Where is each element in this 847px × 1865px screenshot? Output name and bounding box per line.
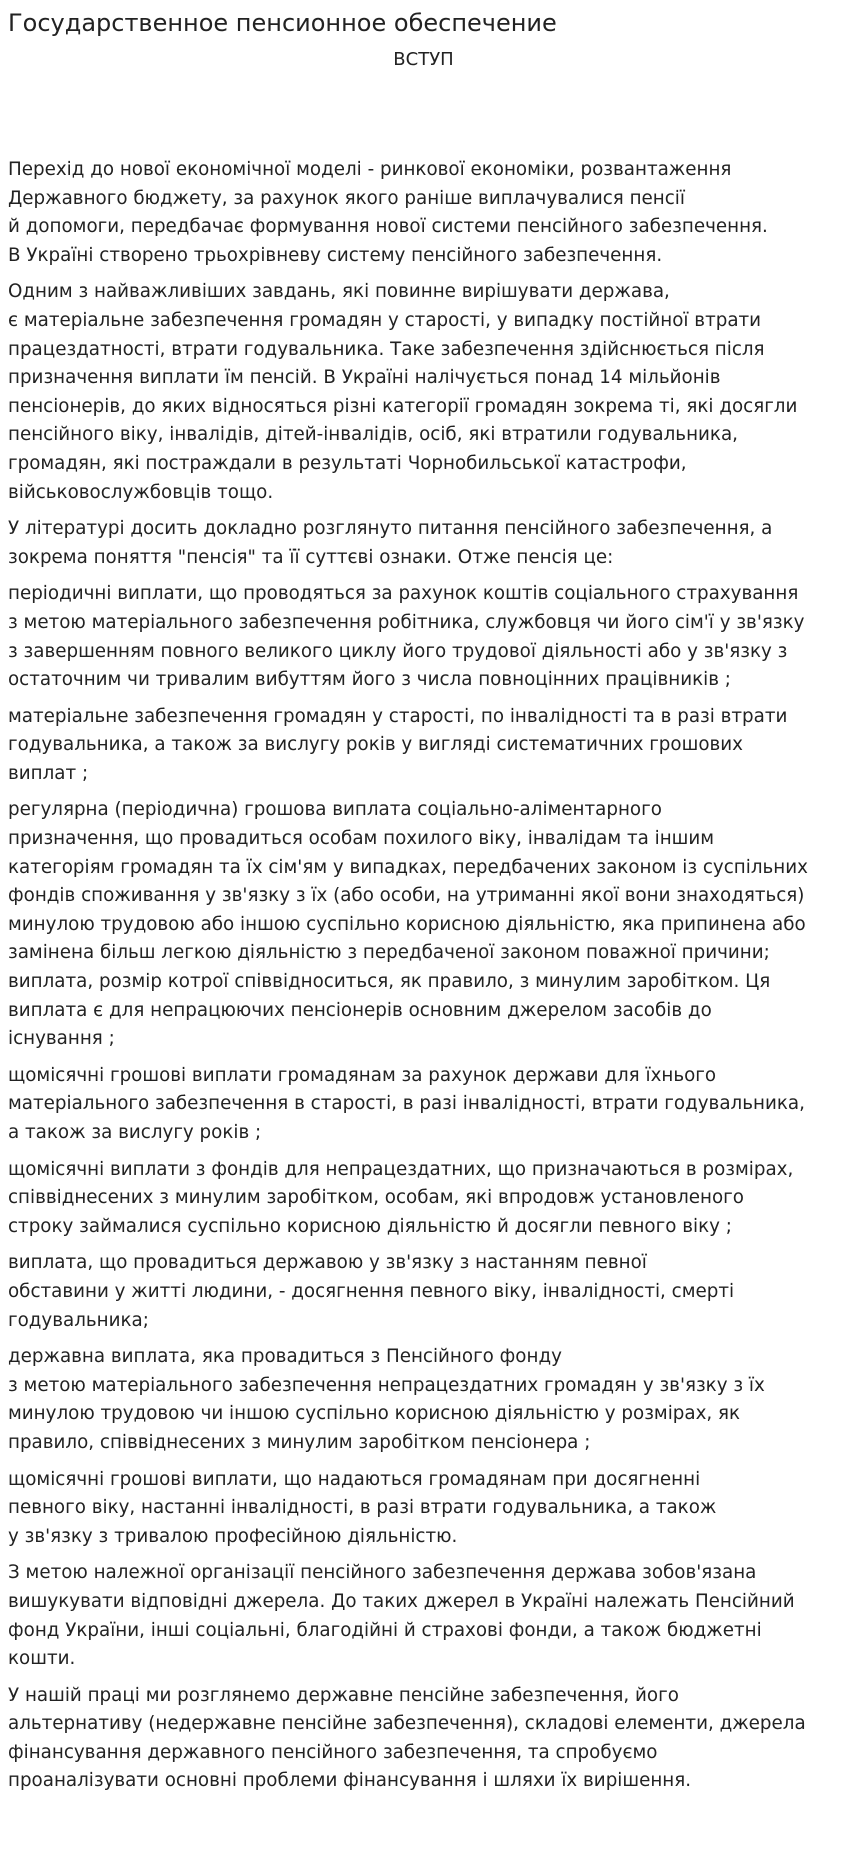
paragraph: щомісячні виплати з фондів для непрацездатних, що призначаються в розмірах, співвіднесених з минулим заробітком, особам, які впродовж установленого строку займалися суспільно корисною діяльністю й досягли певного віку ;	[8, 1158, 794, 1237]
section-heading: ВСТУП	[393, 49, 454, 70]
paragraph: регулярна (періодична) грошова виплата соціально-аліментарного призначення, що провадиться особам похилого віку, інвалідам та іншим категоріям громадян та їх сім'ям у випадках, передбачених законом із суспільних фондів споживання у зв'язку з їх (або особи, на утриманні якої вони знаходяться) минулою трудовою або іншою суспільно корисною діяльністю, яка припинена або замінена більш легкою діяльністю з передбаченої законом поважної причини; виплата, розмір котрої співвідноситься, як правило, з минулим заробітком. Ця виплата є для непрацюючих пенсіонерів основним джерелом засобів до існування ;	[8, 799, 808, 1050]
paragraph: Одним з найважливіших завдань, які повинне вирішувати держава, є матеріальне забезпечення громадян у старості, у випадку постійної втрати працездатності, втрати годувальника. Таке забезпечення здійснюється після призначення виплати їм пенсій. В Україні налічується понад 14 мільйонів пенсіонерів, до яких відносяться різні категорії громадян зокрема ті, які досягли пенсійного віку, інвалідів, дітей-інвалідів, осіб, які втратили годувальника, громадян, які постраждали в результаті Чорнобильської катастрофи, військовослужбовців тощо.	[8, 281, 798, 503]
paragraph: У літературі досить докладно розглянуто питання пенсійного забезпечення, а зокрема поняття "пенсія" та її суттєві ознаки. Отже пенсія це:	[8, 518, 773, 568]
paragraph: виплата, що провадиться державою у зв'язку з настанням певної обставини у житті людини, - досягнення певного віку, інвалідності, смерті годувальника;	[8, 1252, 735, 1331]
paragraph: матеріальне забезпечення громадян у старості, по інвалідності та в разі втрати годувальника, а також за вислугу років у вигляді систематичних грошових виплат ;	[8, 705, 788, 784]
paragraph: З метою належної організації пенсійного забезпечення держава зобов'язана вишукувати відповідні джерела. До таких джерел в Україні належать Пенсійний фонд України, інші соціальні, благодійні й страхові фонди, а також бюджетні кошти.	[8, 1562, 795, 1670]
paragraph: щомісячні грошові виплати, що надаються громадянам при досягненні певного віку, настанні інвалідності, в разі втрати годувальника, а також у зв'язку з тривалою професійною діяльністю.	[8, 1468, 717, 1547]
document-body	[8, 156, 839, 1796]
document-title: Государственное пенсионное обеспечение	[8, 9, 557, 37]
paragraph: У нашій праці ми розглянемо державне пенсійне забезпечення, його альтернативу (недержавне пенсійне забезпечення), складові елементи, джерела фінансування державного пенсійного забезпечення, та спробуємо проаналізувати основні проблеми фінансування і шляхи їх вирішення.	[8, 1684, 806, 1792]
paragraph: щомісячні грошові виплати громадянам за рахунок держави для їхнього матеріального забезпечення в старості, в разі інвалідності, втрати годувальника, а також за вислугу років ;	[8, 1064, 805, 1143]
paragraph: Перехід до нової економічної моделі - ринкової економіки, розвантаження Державного бюджету, за рахунок якого раніше виплачувалися пенсії й допомоги, передбачає формування нової системи пенсійного забезпечення. В Україні створено трьохрівневу систему пенсійного забезпечення.	[8, 159, 768, 266]
paragraph: періодичні виплати, що проводяться за рахунок коштів соціального страхування з метою матеріального забезпечення робітника, службовця чи його сім'ї у зв'язку з завершенням повного великого циклу його трудової діяльності або у зв'язку з остаточним чи тривалим вибуттям його з числа повноцінних працівників ;	[8, 583, 805, 691]
paragraph: державна виплата, яка провадиться з Пенсійного фонду з метою матеріального забезпечення непрацездатних громадян у зв'язку з їх минулою трудовою чи іншою суспільно корисною діяльністю у розмірах, як правило, співвіднесених з минулим заробітком пенсіонера ;	[8, 1346, 765, 1453]
